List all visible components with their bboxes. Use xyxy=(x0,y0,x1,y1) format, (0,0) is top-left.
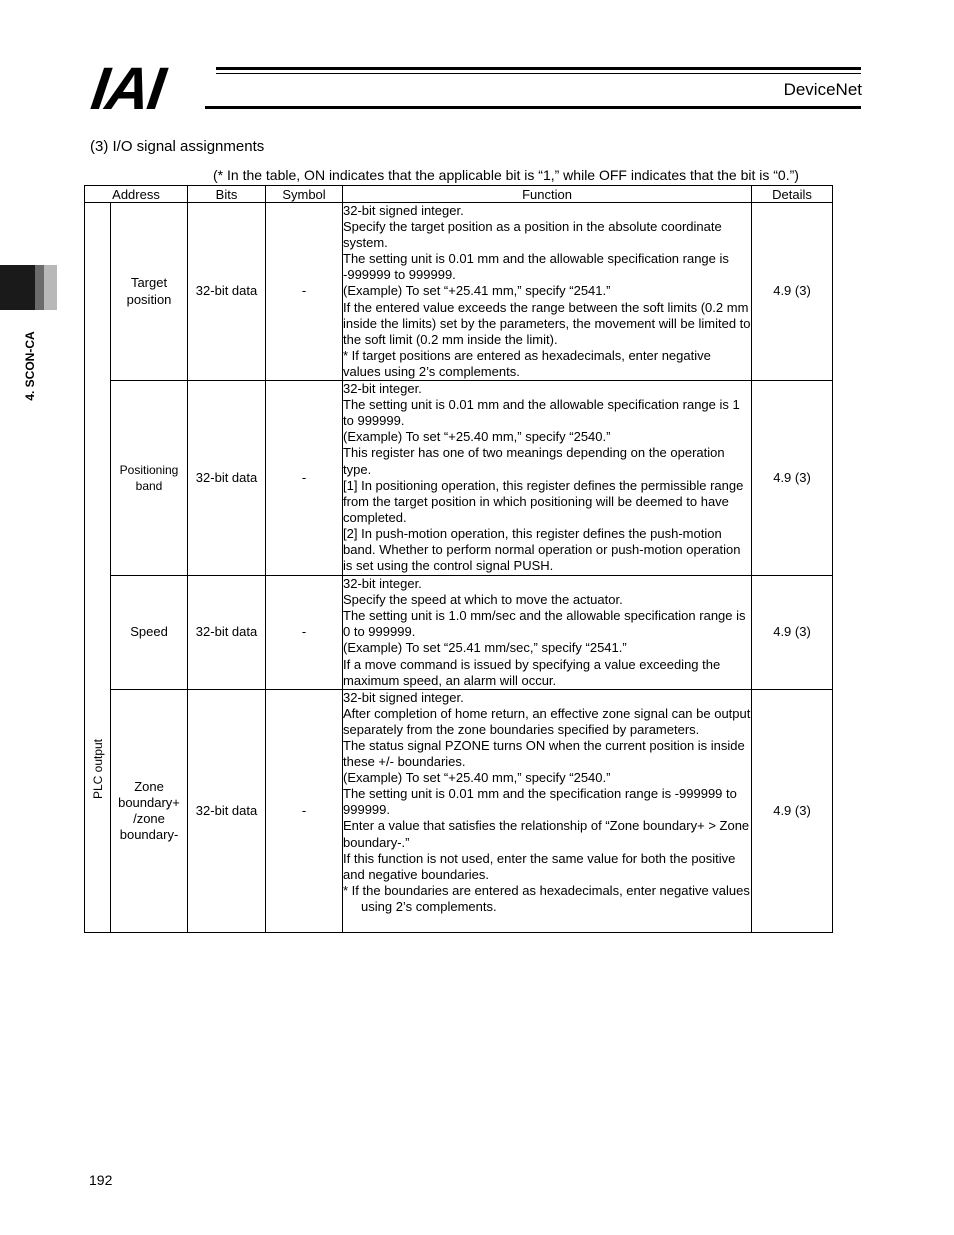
function-line: (Example) To set “+25.41 mm,” specify “2541.” xyxy=(343,283,611,299)
function-line: Specify the target position as a position in the absolute coordinate system. xyxy=(343,219,722,251)
details-cell: 4.9 (3) xyxy=(752,576,833,690)
table-row xyxy=(85,689,833,932)
bits-cell: 32-bit data xyxy=(188,381,266,576)
table-note: (* In the table, ON indicates that the applicable bit is “1,” while OFF indicates that the bit is “0.”) xyxy=(213,167,799,183)
function-line: If the entered value exceeds the range between the soft limits (0.2 mm inside the limits) set by the parameters, the movement will be limited to the soft limit (0.2 mm inside the limit). xyxy=(343,299,751,347)
table-row xyxy=(85,203,833,381)
function-line: This register has one of two meanings depending on the operation type. xyxy=(343,445,725,477)
signal-name-text: Target position xyxy=(126,275,172,307)
function-line: 32-bit signed integer. xyxy=(343,689,464,705)
chapter-tab-dark xyxy=(0,265,35,310)
function-line: (Example) To set “+25.40 mm,” specify “2540.” xyxy=(343,770,611,786)
function-cell xyxy=(343,381,752,576)
symbol-cell: - xyxy=(266,381,343,576)
header-bits: Bits xyxy=(188,186,266,203)
header-function: Function xyxy=(343,186,752,203)
function-line: 32-bit integer. xyxy=(343,381,422,397)
function-line: The status signal PZONE turns ON when the current position is inside these +/- boundaries. xyxy=(343,737,745,770)
details-cell: 4.9 (3) xyxy=(752,689,833,932)
function-line: If this function is not used, enter the same value for both the positive and negative boundaries. xyxy=(343,850,736,882)
category-cell xyxy=(85,203,111,933)
header-symbol: Symbol xyxy=(266,186,343,203)
signal-name xyxy=(111,381,188,576)
section-title: (3) I/O signal assignments xyxy=(90,138,265,155)
function-line: Specify the speed at which to move the actuator. xyxy=(343,592,623,608)
chapter-tab-mid xyxy=(35,265,44,310)
details-cell: 4.9 (3) xyxy=(752,203,833,381)
table-row xyxy=(85,381,833,576)
signal-name-text: Speed xyxy=(130,624,168,640)
bits-cell: 32-bit data xyxy=(188,689,266,932)
function-cell xyxy=(343,576,752,690)
chapter-tab-light xyxy=(44,265,57,310)
symbol-cell: - xyxy=(266,576,343,690)
function-line: (Example) To set “25.41 mm/sec,” specify “2541.” xyxy=(343,640,627,656)
function-line: The setting unit is 0.01 mm and the allowable specification range is 1 to 999999. xyxy=(343,397,740,429)
header-rule-bottom xyxy=(205,106,861,109)
header-rule-top-thin xyxy=(216,73,861,74)
signal-name xyxy=(111,203,188,381)
header-address: Address xyxy=(85,186,188,203)
function-line: (Example) To set “+25.40 mm,” specify “2540.” xyxy=(343,429,611,445)
symbol-cell: - xyxy=(266,689,343,932)
category-label: PLC output xyxy=(90,738,105,800)
function-line: If a move command is issued by specifying a value exceeding the maximum speed, an alarm will occur. xyxy=(343,656,721,688)
function-cell xyxy=(343,689,752,932)
function-line: The setting unit is 1.0 mm/sec and the allowable specification range is 0 to 999999. xyxy=(343,608,746,640)
signal-name-text: Zone boundary+ /zone boundary- xyxy=(118,778,180,842)
function-line: After completion of home return, an effective zone signal can be output separately from the zone boundaries specified by parameters. xyxy=(343,705,751,737)
function-line: * If target positions are entered as hexadecimals, enter negative values using 2’s complements. xyxy=(343,347,711,379)
signal-name xyxy=(111,689,188,932)
page-number: 192 xyxy=(89,1172,113,1188)
signal-name xyxy=(111,576,188,690)
iai-logo: IAI xyxy=(87,55,168,122)
function-cell xyxy=(343,203,752,381)
table-row xyxy=(85,576,833,690)
function-line: Enter a value that satisfies the relationship of “Zone boundary+ > Zone boundary-.” xyxy=(343,818,750,850)
table-header-row xyxy=(85,186,833,203)
chapter-label: 4. SCON-CA xyxy=(23,331,37,401)
function-line: * If the boundaries are entered as hexadecimals, enter negative values using 2’s complements. xyxy=(343,882,750,914)
function-line: [1] In positioning operation, this register defines the permissible range from the target position in which positioning will be deemed to have completed. xyxy=(343,477,744,525)
bits-cell: 32-bit data xyxy=(188,203,266,381)
bits-cell: 32-bit data xyxy=(188,576,266,690)
header-rule-top xyxy=(216,67,861,70)
function-line: 32-bit signed integer. xyxy=(343,203,464,218)
function-line: The setting unit is 0.01 mm and the allowable specification range is -999999 to 999999. xyxy=(343,251,729,283)
header-section-title: DeviceNet xyxy=(783,80,862,99)
symbol-cell: - xyxy=(266,203,343,381)
function-line: The setting unit is 0.01 mm and the specification range is -999999 to 999999. xyxy=(343,786,737,818)
header-details: Details xyxy=(752,186,833,203)
function-line: [2] In push-motion operation, this register defines the push-motion band. Whether to perform normal operation or push-motion operation is set using the control signal PUSH. xyxy=(343,525,741,574)
details-cell: 4.9 (3) xyxy=(752,381,833,576)
signal-name-text: Positioning band xyxy=(119,463,179,494)
io-signal-table xyxy=(84,185,833,933)
function-line: 32-bit integer. xyxy=(343,576,422,592)
